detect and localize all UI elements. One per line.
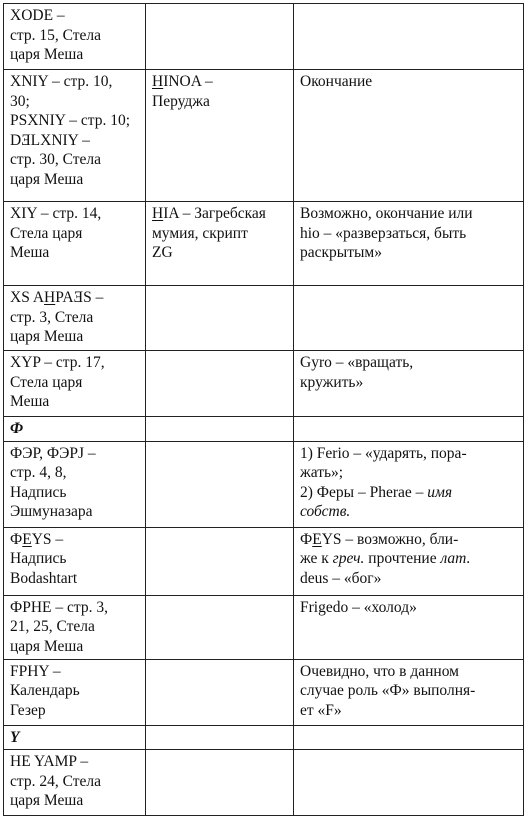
source-cell: XNIY – стр. 10, 30; PSXNIY – стр. 10; DƎLXNIY – стр. 30, Стела царя Меша [4, 70, 146, 202]
source-cell: XIY – стр. 14, Стела царя Меша [4, 202, 146, 286]
glossary-table [3, 3, 524, 816]
parallel-cell [146, 351, 294, 417]
table-row [4, 659, 524, 725]
table-row [4, 750, 524, 816]
source-cell: XYP – стр. 17, Стела царя Меша [4, 351, 146, 417]
interpretation-cell [294, 750, 524, 816]
section-header-row [4, 725, 524, 750]
empty-cell [146, 725, 294, 750]
parallel-cell [146, 441, 294, 527]
section-letter: Y [4, 725, 146, 750]
empty-cell [294, 725, 524, 750]
parallel-cell [146, 286, 294, 351]
parallel-cell [146, 527, 294, 595]
empty-cell [146, 417, 294, 442]
source-cell: ФЭР, ФЭРJ – стр. 4, 8, Надпись Эшмуназара [4, 441, 146, 527]
table-row [4, 351, 524, 417]
interpretation-cell [294, 4, 524, 70]
parallel-cell: HIA – Загребская мумия, скрипт ZG [146, 202, 294, 286]
empty-cell [294, 417, 524, 442]
interpretation-cell: ФEYS – возможно, бли- же к греч. прочтение лат. deus – «бог» [294, 527, 524, 595]
interpretation-cell: Gyro – «вращать, кружить» [294, 351, 524, 417]
table-row [4, 286, 524, 351]
source-cell: ФPHE – стр. 3, 21, 25, Стела царя Меша [4, 595, 146, 659]
table-row [4, 441, 524, 527]
source-cell: ФEYS – Надпись Bodashtart [4, 527, 146, 595]
interpretation-cell: Окончание [294, 70, 524, 202]
interpretation-cell: Frigedo – «холод» [294, 595, 524, 659]
table-row [4, 202, 524, 286]
section-letter: Ф [4, 417, 146, 442]
section-header-row [4, 417, 524, 442]
parallel-cell [146, 659, 294, 725]
source-cell: HE YAMP – стр. 24, Стела царя Меша [4, 750, 146, 816]
table-row [4, 70, 524, 202]
parallel-cell [146, 750, 294, 816]
interpretation-cell: 1) Ferio – «ударять, пора- жать»; 2) Феры – Pherae – имя собств. [294, 441, 524, 527]
source-cell: FPHY – Календарь Гезер [4, 659, 146, 725]
source-cell: XODE – стр. 15, Стела царя Меша [4, 4, 146, 70]
table-row [4, 527, 524, 595]
parallel-cell: HINOA – Перуджа [146, 70, 294, 202]
table-row [4, 595, 524, 659]
table-row [4, 4, 524, 70]
interpretation-cell: Возможно, окончание или hio – «разверзаться, быть раскрытым» [294, 202, 524, 286]
parallel-cell [146, 4, 294, 70]
interpretation-cell: Очевидно, что в данном случае роль «Ф» выполня- ет «F» [294, 659, 524, 725]
source-cell: XS AHPAƎS – стр. 3, Стела царя Меша [4, 286, 146, 351]
interpretation-cell [294, 286, 524, 351]
parallel-cell [146, 595, 294, 659]
